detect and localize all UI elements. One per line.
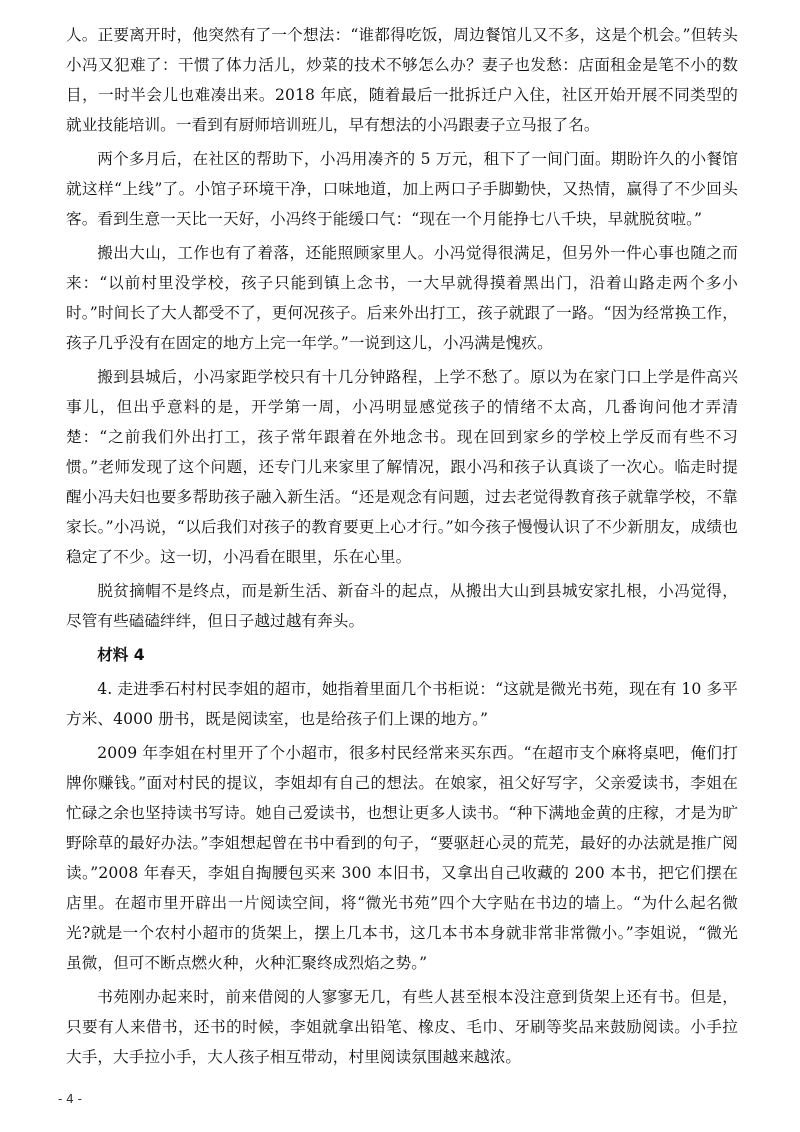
paragraph-4: 搬到县城后，小冯家距学校只有十几分钟路程，上学不愁了。原以为在家门口上学是件高兴事儿，但出乎意料的是，开学第一周，小冯明显感觉孩子的情绪不太高，几番询问他才弄清楚：“之前我们外出打工，孩子常年跟着在外地念书。现在回到家乡的学校上学反而有些不习惯。”老师发现了这个问题，还专门儿来家里了解情况，跟小冯和孩子认真谈了一次心。临走时提醒小冯夫妇也要多帮助孩子融入新生活。“还是观念有问题，过去老觉得教育孩子就靠学校，不靠家长。”小冯说，“以后我们对孩子的教育要更上心才行。”如今孩子慢慢认识了不少新朋友，成绩也稳定了不少。这一切，小冯看在眼里，乐在心里。 (66, 368, 738, 566)
paragraph-1: 人。正要离开时，他突然有了一个想法：“谁都得吃饭，周边餐馆儿又不多，这是个机会。”但转头小冯又犯难了：干惯了体力活儿，炒菜的技术不够怎么办？妻子也发愁：店面租金是笔不小的数目，一时半会儿也难凑出来。2018 年底，随着最后一批拆迁户入住，社区开始开展不同类型的就业技能培训。一看到有厨师培训班儿，早有想法的小冯跟妻子立马报了名。 (66, 26, 738, 134)
document-body (66, 20, 738, 1076)
paragraph-5: 脱贫摘帽不是终点，而是新生活、新奋斗的起点，从搬出大山到县城安家扎根，小冯觉得，尽管有些磕磕绊绊，但日子越过越有奔头。 (66, 582, 738, 630)
paragraph-6: 4. 走进季石村村民李姐的超市，她指着里面几个书柜说：“这就是微光书苑，现在有 10 多平方米、4000 册书，既是阅读室，也是给孩子们上课的地方。” (66, 680, 738, 728)
page-number: - 4 - (58, 1092, 82, 1106)
paragraph-8: 书苑刚办起来时，前来借阅的人寥寥无几，有些人甚至根本没注意到货架上还有书。但是，只要有人来借书，还书的时候，李姐就拿出铅笔、橡皮、毛巾、牙刷等奖品来鼓励阅读。小手拉大手，大手拉小手，大人孩子相互带动，村里阅读氛围越来越浓。 (66, 988, 738, 1066)
paragraph-3: 搬出大山，工作也有了着落，还能照顾家里人。小冯觉得很满足，但另外一件心事也随之而来：“以前村里没学校，孩子只能到镇上念书，一大早就得摸着黑出门，沿着山路走两个多小时。”时间长了大人都受不了，更何况孩子。后来外出打工，孩子就跟了一路。“因为经常换工作，孩子几乎没有在固定的地方上完一年学。”一说到这儿，小冯满是愧疚。 (66, 244, 738, 352)
section-heading: 材料 4 (97, 646, 145, 664)
paragraph-2: 两个多月后，在社区的帮助下，小冯用凑齐的 5 万元，租下了一间门面。期盼许久的小餐馆就这样“上线”了。小馆子环境干净，口味地道，加上两口子手脚勤快，又热情，赢得了不少回头客。看到生意一天比一天好，小冯终于能缓口气：“现在一个月能挣七八千块，早就脱贫啦。” (66, 150, 738, 228)
paragraph-7: 2009 年李姐在村里开了个小超市，很多村民经常来买东西。“在超市支个麻将桌吧，俺们打牌你赚钱。”面对村民的提议，李姐却有自己的想法。在娘家，祖父好写字，父亲爱读书，李姐在忙碌之余也坚持读书写诗。她自己爱读书，也想让更多人读书。“种下满地金黄的庄稼，才是为旷野除草的最好办法。”李姐想起曾在书中看到的句子，“要驱赶心灵的荒芜，最好的办法就是推广阅读。”2008 年春天，李姐自掏腰包买来 300 本旧书，又拿出自己收藏的 200 本书，把它们摆在店里。在超市里开辟出一片阅读空间，将“微光书苑”四个大字贴在书边的墙上。“为什么起名微光?就是一个农村小超市的货架上，摆上几本书，这几本书本身就非常非常微小。”李姐说，“微光虽微，但可不断点燃火种，火种汇聚终成烈焰之势。” (66, 744, 738, 972)
